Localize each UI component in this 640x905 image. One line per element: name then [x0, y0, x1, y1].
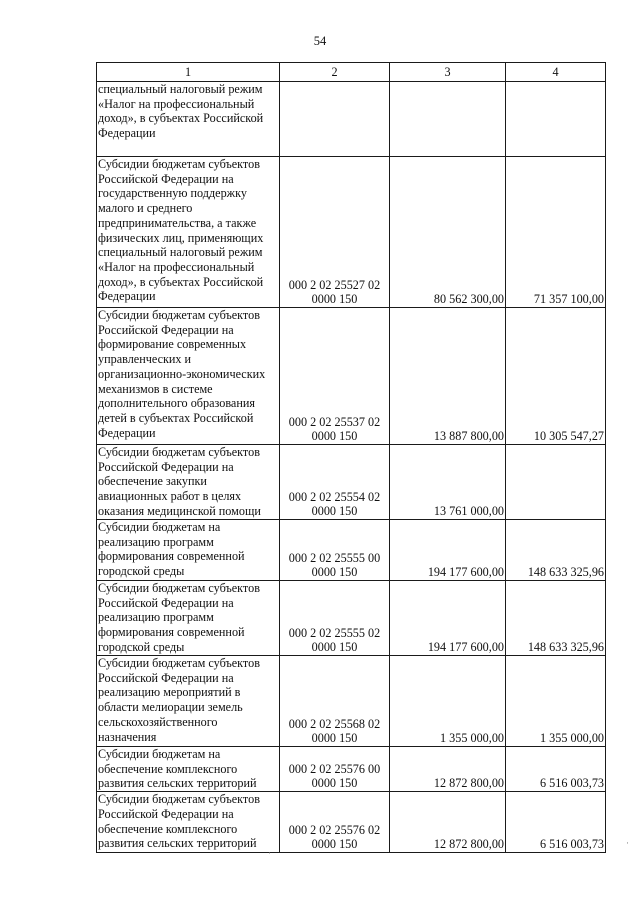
row-value-col4: 10 305 547,27	[506, 308, 606, 445]
row-value-col4: 1 355 000,00	[506, 656, 606, 747]
row-value-col4	[506, 82, 606, 157]
row-value-col3: 13 887 800,00	[390, 308, 506, 445]
row-code	[280, 82, 390, 157]
row-code: 000 2 02 25576 00 0000 150	[280, 747, 390, 792]
row-value-col3: 194 177 600,00	[390, 520, 506, 581]
table-row	[97, 82, 606, 157]
table-row	[97, 792, 606, 853]
row-value-col3: 1 355 000,00	[390, 656, 506, 747]
scan-speck: ·	[268, 848, 271, 858]
header-cell: 2	[280, 63, 390, 82]
row-description: Субсидии бюджетам субъектов Российской Федерации на обеспечение закупки авиационных работ в целях оказания медицинской помощи	[97, 445, 280, 520]
row-description: специальный налоговый режим «Налог на профессиональный доход», в субъектах Российской Федерации	[97, 82, 280, 157]
header-cell: 3	[390, 63, 506, 82]
row-value-col4: 6 516 003,73	[506, 747, 606, 792]
row-description: Субсидии бюджетам на обеспечение комплексного развития сельских территорий	[97, 747, 280, 792]
row-value-col3: 12 872 800,00	[390, 792, 506, 853]
header-cell: 4	[506, 63, 606, 82]
page-number: 54	[313, 34, 327, 48]
row-value-col3: 80 562 300,00	[390, 157, 506, 308]
row-code: 000 2 02 25555 00 0000 150	[280, 520, 390, 581]
table-row	[97, 308, 606, 445]
row-value-col3: 194 177 600,00	[390, 581, 506, 656]
row-code: 000 2 02 25554 02 0000 150	[280, 445, 390, 520]
row-code: 000 2 02 25576 02 0000 150	[280, 792, 390, 853]
table-row	[97, 581, 606, 656]
row-value-col4: 71 357 100,00	[506, 157, 606, 308]
row-code: 000 2 02 25568 02 0000 150	[280, 656, 390, 747]
row-value-col3: 12 872 800,00	[390, 747, 506, 792]
table-row	[97, 747, 606, 792]
table-row	[97, 445, 606, 520]
table-row	[97, 656, 606, 747]
row-value-col4: 148 633 325,96	[506, 520, 606, 581]
row-description: Субсидии бюджетам субъектов Российской Федерации на формирование современных управленческих и организационно-экономических механизмов в системе дополнительного образования детей в субъектах Российской Федерации	[97, 308, 280, 445]
scan-speck: ·	[626, 838, 629, 848]
row-description: Субсидии бюджетам субъектов Российской Федерации на реализацию программ формирования современной городской среды	[97, 581, 280, 656]
row-code: 000 2 02 25527 02 0000 150	[280, 157, 390, 308]
row-value-col3: 13 761 000,00	[390, 445, 506, 520]
row-description: Субсидии бюджетам субъектов Российской Федерации на обеспечение комплексного развития сельских территорий	[97, 792, 280, 853]
row-code: 000 2 02 25555 02 0000 150	[280, 581, 390, 656]
row-value-col4: 148 633 325,96	[506, 581, 606, 656]
table-header-row	[97, 63, 606, 82]
row-description: Субсидии бюджетам субъектов Российской Федерации на реализацию мероприятий в области мелиорации земель сельскохозяйственного назначения	[97, 656, 280, 747]
header-cell: 1	[97, 63, 280, 82]
table-row	[97, 157, 606, 308]
table-row	[97, 520, 606, 581]
row-description: Субсидии бюджетам субъектов Российской Федерации на государственную поддержку малого и среднего предпринимательства, а также физических лиц, применяющих специальный налоговый режим «Налог на профессиональный доход», в субъектах Российской Федерации	[97, 157, 280, 308]
row-description: Субсидии бюджетам на реализацию программ формирования современной городской среды	[97, 520, 280, 581]
budget-table	[96, 62, 606, 853]
row-code: 000 2 02 25537 02 0000 150	[280, 308, 390, 445]
row-value-col4	[506, 445, 606, 520]
row-value-col4: 6 516 003,73	[506, 792, 606, 853]
row-value-col3	[390, 82, 506, 157]
